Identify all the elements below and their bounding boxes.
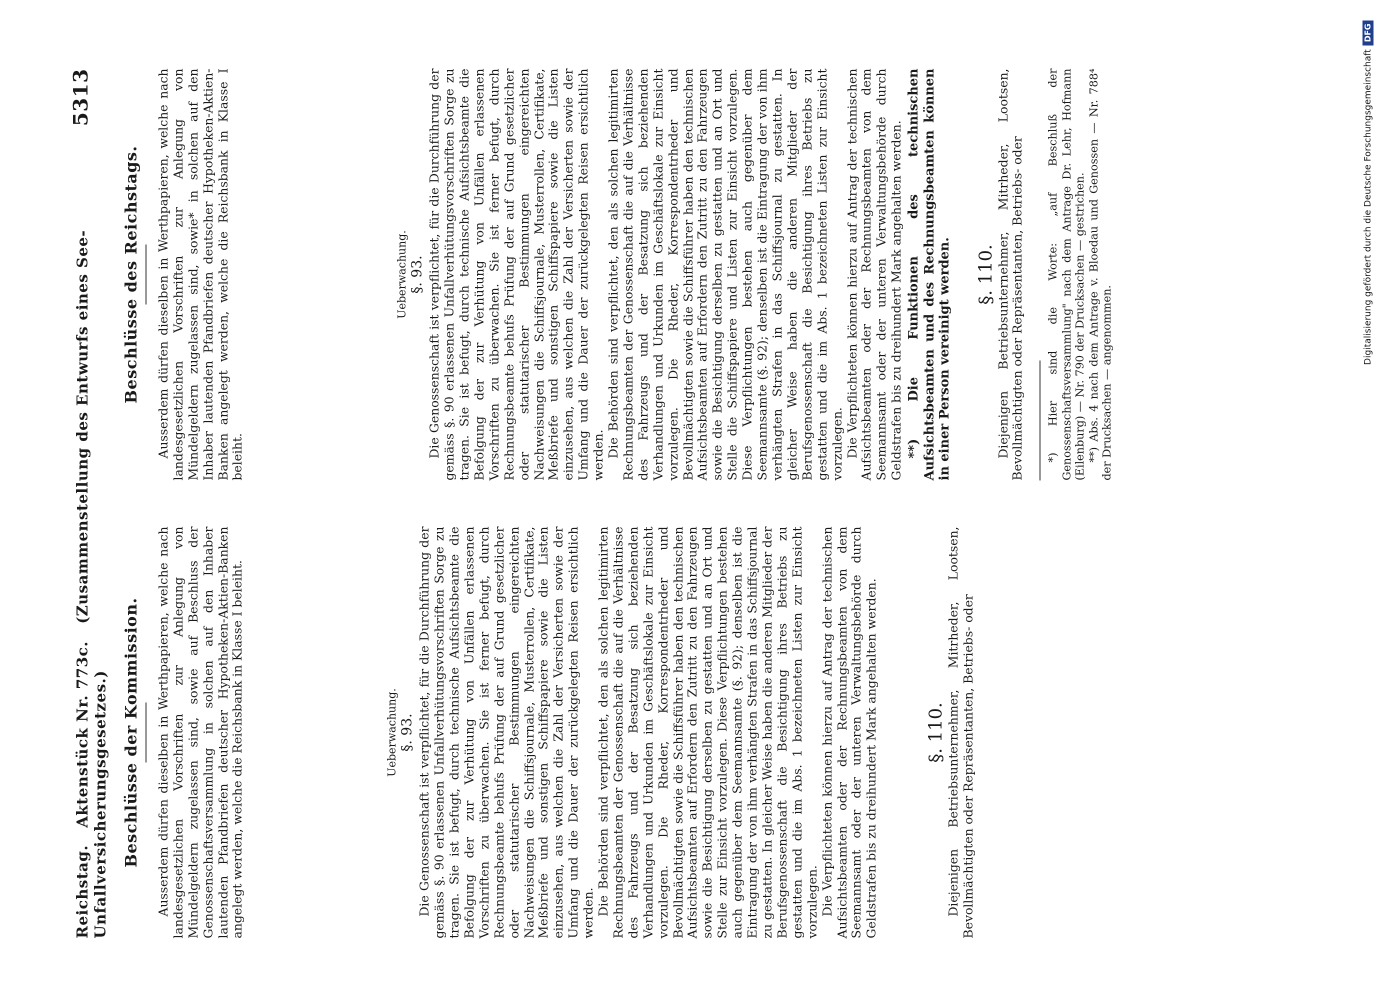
footnote-1: *) Hier sind die Worte: „auf Beschluß der Genossenschaftsversammlung" nach dem Antrage Dr. Lehr, Hofmann (Eilenburg) — Nr. 790 der Drucksachen — gestrichen.	[1046, 68, 1087, 480]
header-left	[73, 126, 109, 938]
left-subheading: Ueberwachung.	[385, 687, 399, 777]
left-para-4: Die Verpflichteten können hierzu auf Antrag der technischen Aufsichtsbeamten oder der Rechnungsbeamten von dem Seemannsamt oder der unteren Verwaltungsbehörde durch Geldstrafen bis zu dreihundert Mark angehalten werden.	[818, 526, 879, 938]
page-header-area	[68, 68, 109, 938]
page-number: 5313	[68, 68, 92, 126]
right-column	[120, 68, 1280, 480]
right-subheading: Ueberwachung.	[395, 229, 409, 319]
heading-rule	[145, 702, 146, 762]
header-title: (Zusammenstellung des Entwurfs eines See-Unfallversicherungsgesetzes.)	[73, 229, 109, 938]
right-para-1: Ausserdem dürfen dieselben in Werthpapieren, welche nach landesgesetzlichen Vorschriften zur Anlegung von Mündelgeldern zugelassen sind, sowie* in solchen auf den Inhaber lautenden Pfandbriefen deutscher Hypotheken-Aktien-Banken angelegt werden, welche die Reichsbank in Klasse I beleiht.	[154, 68, 245, 480]
right-section-93: §. 93.	[409, 254, 426, 294]
left-para-3: Die Behörden sind verpflichtet, den als solchen legitimirten Rechnungsbeamten der Genossenschaft die auf die Verhältnisse des Fahrzeugs und der Besatzung sich beziehenden Verhandlungen und Urkunden im Geschäftslokale zur Einsicht vorzulegen. Die Rheder, Korrespondentrheder und Bevollmächtigten sowie die Schiffsführer haben den technischen Aufsichtsbeamten auf Erfordern den Zutritt zu den Fahrzeugen sowie die Besichtigung derselben zu gestatten und an Ort und Stelle zur Einsicht vorzulegen. Diese Verpflichtungen bestehen auch gegenüber dem Seemannsamte (§. 92); denselben ist die Eintragung der von ihm verhängten Strafen in das Schiffsjournal zu gestatten. In gleicher Weise haben die anderen Mitglieder der Berufsgenossenschaft die Besichtigung ihres Betriebs zu gestatten und die im Abs. 1 bezeichneten Listen zur Einsicht vorzulegen.	[595, 526, 819, 938]
header-doc-number: Aktenstück Nr. 773c.	[73, 640, 91, 828]
left-column	[120, 526, 1280, 938]
right-section-110: §. 110.	[974, 243, 996, 305]
right-para-2: Die Genossenschaft ist verpflichtet, für die Durchführung der gemäss §. 90 erlassenen Unfallverhütungsvorschriften Sorge zu tragen. Sie ist befugt, durch technische Aufsichtsbeamte die Befolgung der zur Verhütung von Unfällen erlassenen Vorschriften zu überwachen. Sie ist ferner befugt, durch Rechnungsbeamte behufs Prüfung der auf Grund gesetzlicher oder statutarischer Bestimmungen eingereichten Nachweisungen die Schiffsjournale, Musterrollen, Certifikate, Meßbriefe und sonstigen Schiffspapiere sowie die Listen einzusehen, aus welchen die Zahl der Versicherten sowie der Umfang und die Dauer der zurückgelegten Reisen ersichtlich werden.	[426, 68, 606, 480]
digitization-credit	[1362, 20, 1373, 364]
page-header	[68, 68, 109, 938]
footnote-2: **) Abs. 4 nach dem Antrage v. Bloedau und Genossen — Nr. 788⁴ der Drucksachen — angenommen.	[1086, 68, 1114, 480]
left-section-93: §. 93.	[399, 712, 416, 752]
footnote-rule	[1039, 360, 1040, 480]
right-para-3: Die Behörden sind verpflichtet, den als solchen legitimirten Rechnungsbeamten der Genossenschaft die auf die Verhältnisse des Fahrzeugs und der Besatzung sich beziehenden Verhandlungen und Urkunden im Geschäftslokale zur Einsicht vorzulegen. Die Rheder, Korrespondentrheder und Bevollmächtigten sowie die Schiffsführer haben den technischen Aufsichtsbeamten auf Erfordern den Zutritt zu den Fahrzeugen sowie die Besichtigung derselben zu gestatten und an Ort und Stelle die Schiffspapiere und Listen zur Einsicht vorzulegen. Diese Verpflichtungen bestehen auch gegenüber dem Seemannsamte (§. 92); denselben ist die Eintragung der von ihm verhängten Strafen in das Schiffsjournal zu gestatten. In gleicher Weise haben die anderen Mitglieder der Berufsgenossenschaft die Besichtigung ihres Betriebs zu gestatten und die im Abs. 1 bezeichneten Listen zur Einsicht vorzulegen.	[605, 68, 844, 480]
right-para-6: Diejenigen Betriebsunternehmer, Mitrheder, Lootsen, Bevollmächtigten oder Repräsentanten, Betriebs- oder	[994, 68, 1025, 480]
left-para-2: Die Genossenschaft ist verpflichtet, für die Durchführung der gemäss §. 90 erlassenen Unfallverhütungsvorschriften Sorge zu tragen. Sie ist befugt, durch technische Aufsichtsbeamte die Befolgung der zur Verhütung von Unfällen erlassenen Vorschriften zu überwachen. Sie ist ferner befugt, durch Rechnungsbeamte behufs Prüfung der auf Grund gesetzlicher oder statutarischer Bestimmungen eingereichten Nachweisungen die Schiffsjournale, Musterrollen, Certifikate, Meßbriefe und sonstigen Schiffspapiere sowie die Listen einzusehen, aus welchen die Zahl der Versicherten sowie der Umfang und die Dauer der zurückgelegten Reisen ersichtlich werden.	[416, 526, 596, 938]
right-para-5-bold: **) Die Funktionen des technischen Aufsichtsbeamten und des Rechnungsbeamten können in einer Person vereinigt werden.	[906, 68, 953, 480]
dfg-logo: DFG	[1362, 20, 1373, 45]
heading-rule	[145, 244, 146, 304]
credit-text: Digitalisierung gefördert durch die Deutsche Forschungsgemeinschaft	[1362, 48, 1373, 365]
left-para-1: Ausserdem dürfen dieselben in Werthpapieren, welche nach landesgesetzlichen Vorschriften zur Anlegung von Mündelgeldern zugelassen sind, sowie auf Beschluss der Genossenschaftsversammlung in solchen auf den Inhaber lautenden Pfandbriefen deutscher Hypotheken-Aktien-Banken angelegt werden, welche die Reichsbank in Klasse I beleiht.	[154, 526, 245, 938]
header-reichstag: Reichstag.	[73, 844, 91, 938]
right-para-4: Die Verpflichteten können hierzu auf Antrag der technischen Aufsichtsbeamten oder der Rechnungsbeamten von dem Seemannsamt oder der unteren Verwaltungsbehörde durch Geldstrafen bis zu dreihundert Mark angehalten werden.	[843, 68, 904, 480]
left-column-heading: Beschlüsse der Kommission.	[121, 596, 140, 868]
left-section-110: §. 110.	[925, 701, 947, 763]
right-column-heading: Beschlüsse des Reichstags.	[121, 145, 140, 403]
two-column-body	[120, 68, 1280, 938]
left-para-5: Diejenigen Betriebsunternehmer, Mitrheder, Lootsen, Bevollmächtigten oder Repräsentanten, Betriebs- oder	[945, 526, 976, 938]
